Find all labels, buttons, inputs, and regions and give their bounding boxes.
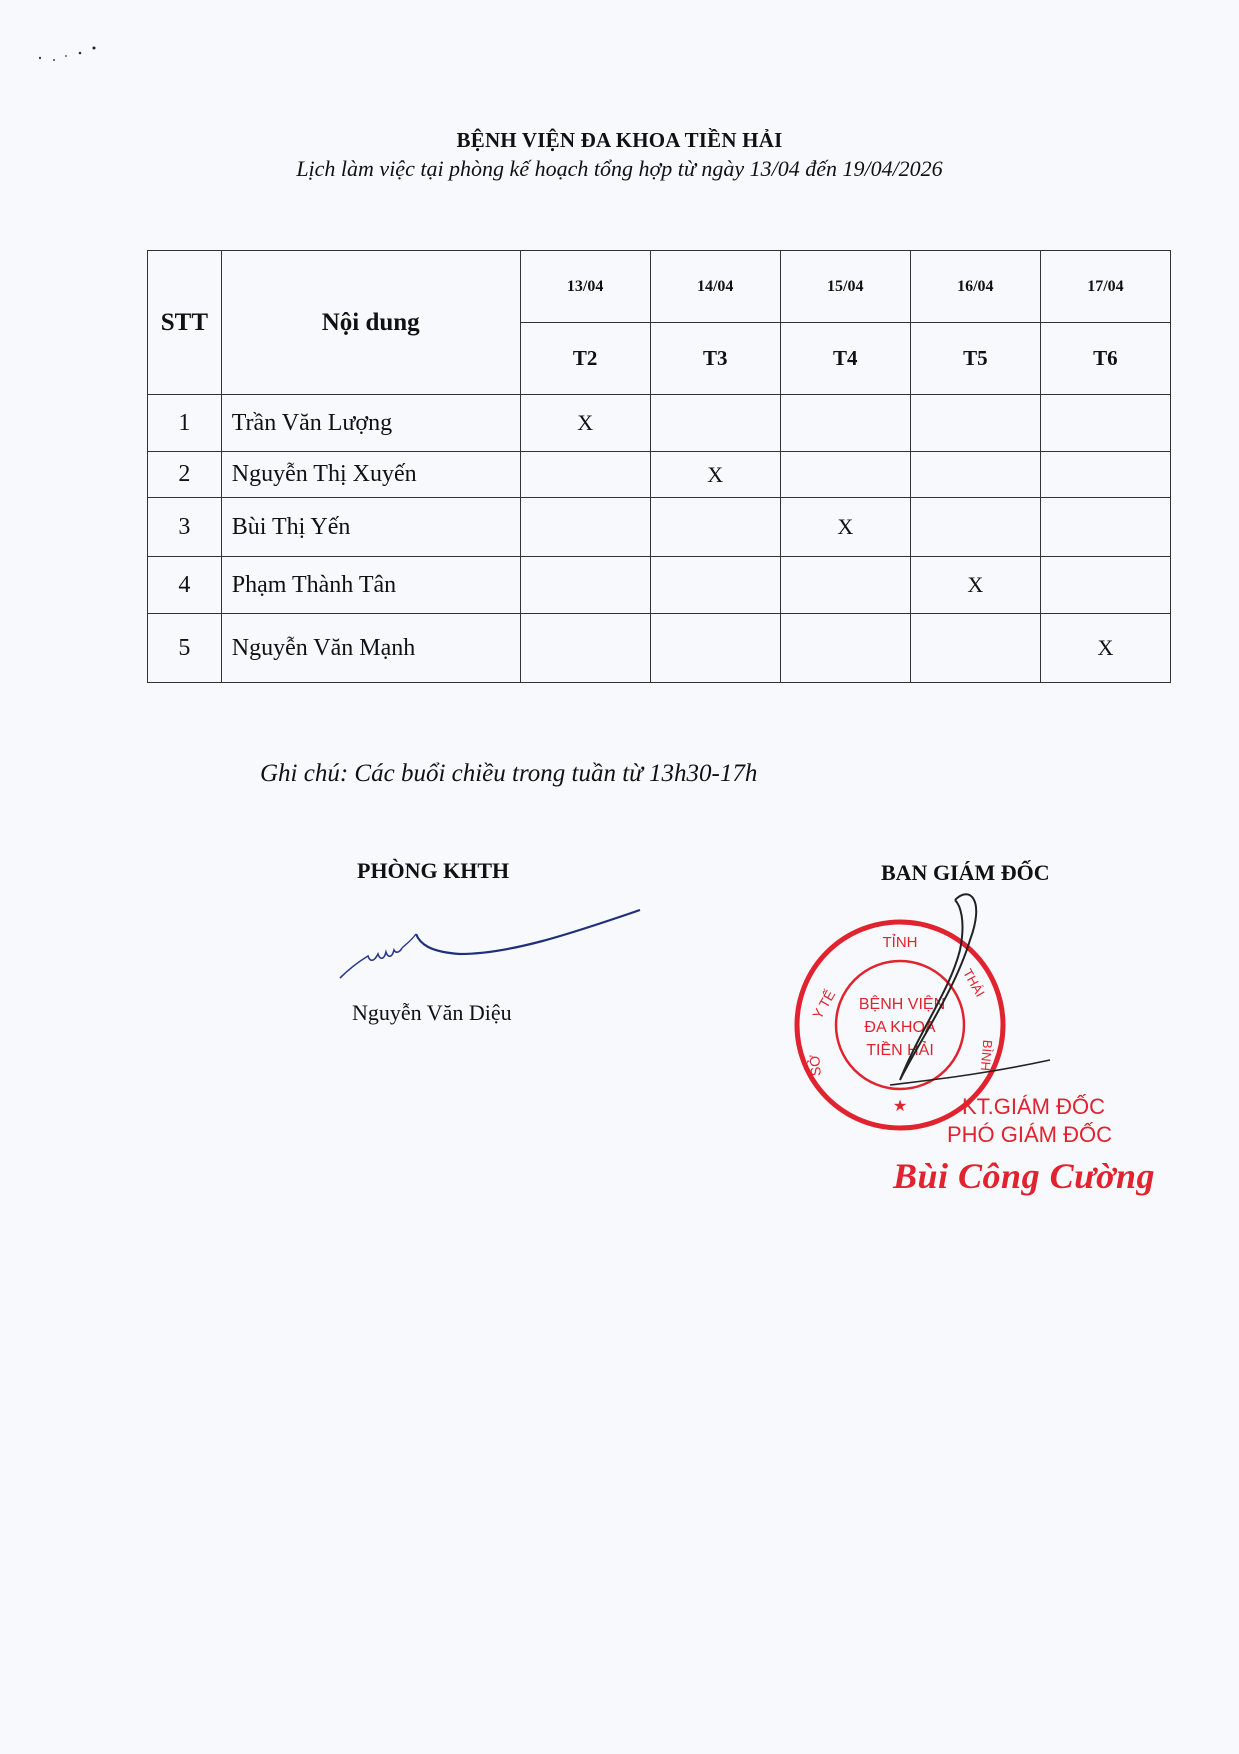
header-stt: STT xyxy=(148,251,222,395)
row-name: Phạm Thành Tân xyxy=(221,557,520,614)
row-mark xyxy=(780,395,910,452)
seal-line-2: ĐA KHOA xyxy=(864,1019,936,1036)
seal-line-1: BỆNH VIỆN xyxy=(858,996,946,1013)
row-name: Nguyễn Thị Xuyến xyxy=(221,452,520,498)
row-mark xyxy=(520,557,650,614)
svg-text:BÌNH: BÌNH xyxy=(977,1039,996,1072)
department-title: PHÒNG KHTH xyxy=(357,858,510,883)
row-mark xyxy=(650,395,780,452)
row-mark xyxy=(520,614,650,683)
row-mark xyxy=(910,395,1040,452)
row-mark xyxy=(520,498,650,557)
header-day: T4 xyxy=(780,323,910,395)
row-mark: X xyxy=(910,557,1040,614)
row-mark xyxy=(1040,452,1170,498)
scan-specks xyxy=(36,44,106,64)
row-stt: 1 xyxy=(148,395,222,452)
header-day: T5 xyxy=(910,323,1040,395)
svg-text:TỈNH: TỈNH xyxy=(882,934,918,951)
row-mark: X xyxy=(520,395,650,452)
board-title: BAN GIÁM ĐỐC xyxy=(881,860,1050,885)
row-mark xyxy=(910,498,1040,557)
schedule-table xyxy=(147,250,1171,683)
row-mark xyxy=(1040,557,1170,614)
row-stt: 4 xyxy=(148,557,222,614)
department-signer-name: Nguyễn Văn Diệu xyxy=(352,1000,512,1025)
row-name: Nguyễn Văn Mạnh xyxy=(221,614,520,683)
row-mark xyxy=(780,614,910,683)
row-name: Trần Văn Lượng xyxy=(221,395,520,452)
director-name: Bùi Công Cường xyxy=(893,1156,1155,1196)
header-day: T3 xyxy=(650,323,780,395)
table-row xyxy=(148,395,1171,452)
row-mark xyxy=(780,557,910,614)
table-row xyxy=(148,498,1171,557)
row-mark xyxy=(650,557,780,614)
row-stt: 2 xyxy=(148,452,222,498)
row-mark xyxy=(910,614,1040,683)
director-role-line1: KT.GIÁM ĐỐC xyxy=(962,1094,1106,1119)
header-content: Nội dung xyxy=(221,251,520,395)
row-mark xyxy=(650,614,780,683)
table-header-row xyxy=(148,251,1171,323)
row-name: Bùi Thị Yến xyxy=(221,498,520,557)
row-mark xyxy=(1040,395,1170,452)
row-mark xyxy=(650,498,780,557)
table-row xyxy=(148,452,1171,498)
svg-text:THÁI: THÁI xyxy=(959,966,988,1000)
row-mark xyxy=(910,452,1040,498)
table-row xyxy=(148,557,1171,614)
schedule-subtitle: Lịch làm việc tại phòng kế hoạch tổng hợp từ ngày 13/04 đến 19/04/2026 xyxy=(296,156,943,181)
header-date: 16/04 xyxy=(910,251,1040,323)
row-stt: 3 xyxy=(148,498,222,557)
svg-text:★: ★ xyxy=(892,1098,908,1115)
hospital-name: BỆNH VIỆN ĐA KHOA TIỀN HẢI xyxy=(456,128,783,152)
header-day: T6 xyxy=(1040,323,1170,395)
row-mark xyxy=(520,452,650,498)
row-mark: X xyxy=(1040,614,1170,683)
header-date: 14/04 xyxy=(650,251,780,323)
header-date: 17/04 xyxy=(1040,251,1170,323)
table-row xyxy=(148,614,1171,683)
header-date: 13/04 xyxy=(520,251,650,323)
header-day: T2 xyxy=(520,323,650,395)
row-mark: X xyxy=(780,498,910,557)
row-stt: 5 xyxy=(148,614,222,683)
svg-text:Y TẾ: Y TẾ xyxy=(809,987,839,1022)
schedule-note: Ghi chú: Các buổi chiều trong tuần từ 13h30-17h xyxy=(260,760,758,787)
svg-text:SỞ: SỞ xyxy=(806,1054,824,1077)
director-signature xyxy=(860,880,1060,1110)
row-mark xyxy=(1040,498,1170,557)
row-mark xyxy=(780,452,910,498)
row-mark: X xyxy=(650,452,780,498)
director-role-line2: PHÓ GIÁM ĐỐC xyxy=(947,1122,1113,1147)
seal-line-3: TIỀN HẢI xyxy=(866,1042,934,1059)
header-date: 15/04 xyxy=(780,251,910,323)
handwritten-signature xyxy=(330,890,650,990)
